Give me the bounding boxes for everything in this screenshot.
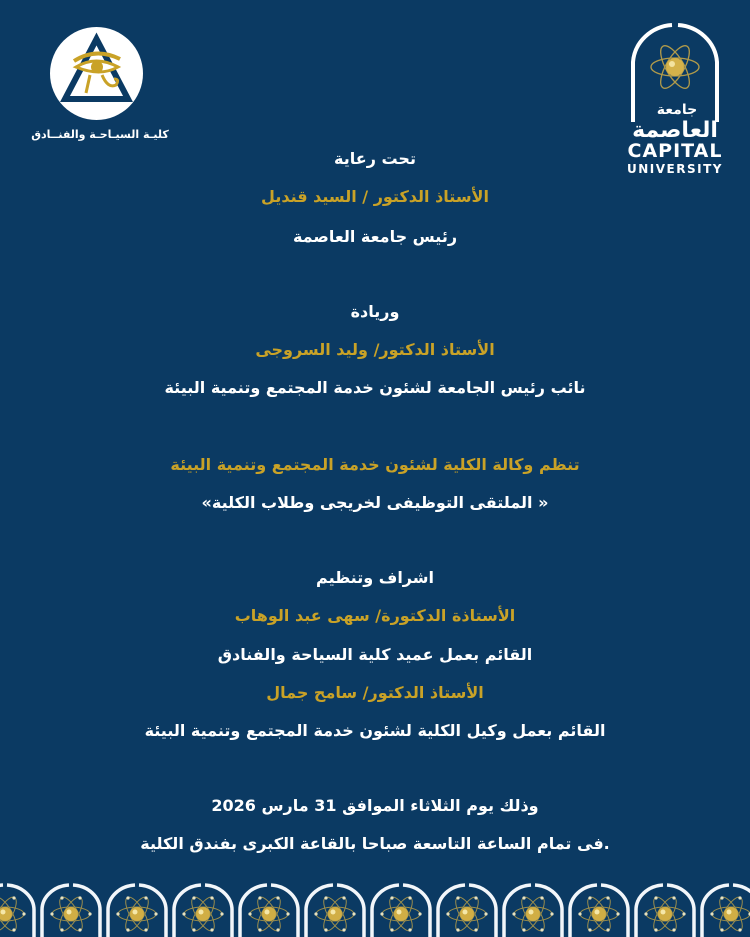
svg-text:جامعة: جامعة (656, 102, 698, 118)
patronage-label: تحت رعاية (334, 149, 416, 168)
svg-text:CAPITAL: CAPITAL (627, 140, 723, 162)
faculty-logo (50, 27, 143, 120)
organizer-line: تنظم وكالة الكلية لشئون خدمة المجتمع وتنمية البيئة (170, 455, 580, 474)
faculty-name: كليـة السيـاحـة والفنــادق (31, 128, 169, 141)
footer-atom-pattern (0, 880, 750, 937)
supervisor-1-name: الأستاذة الدكتورة/ سهى عبد الوهاب (234, 606, 516, 625)
supervisor-2-name: الأستاذ الدكتور/ سامح جمال (266, 683, 484, 702)
svg-text:العاصمة: العاصمة (632, 118, 718, 143)
leadership-label: وريادة (350, 302, 400, 321)
leader-title: نائب رئيس الجامعة لشئون خدمة المجتمع وتنمية البيئة (164, 378, 586, 397)
event-time-place: .فى تمام الساعة التاسعة صباحا بالقاعة الكبرى بفندق الكلية (140, 834, 610, 853)
supervision-label: اشراف وتنظيم (316, 568, 434, 587)
event-name: « الملتقى التوظيفى لخريجى وطلاب الكلية» (201, 493, 549, 512)
patron-name: الأستاذ الدكتور / السيد قنديل (261, 187, 489, 206)
atom-arch-row-icon (0, 880, 750, 937)
event-date: وذلك يوم الثلاثاء الموافق 31 مارس 2026 (211, 796, 539, 815)
eye-of-horus-triangle-icon (50, 27, 143, 120)
svg-text:UNIVERSITY: UNIVERSITY (627, 162, 723, 176)
supervisor-1-title: القائم بعمل عميد كلية السياحة والفنادق (217, 645, 533, 664)
supervisor-2-title: القائم بعمل وكيل الكلية لشئون خدمة المجتمع وتنمية البيئة (144, 721, 606, 740)
leader-name: الأستاذ الدكتور/ وليد السروجى (255, 340, 495, 359)
patron-title: رئيس جامعة العاصمة (292, 227, 458, 246)
